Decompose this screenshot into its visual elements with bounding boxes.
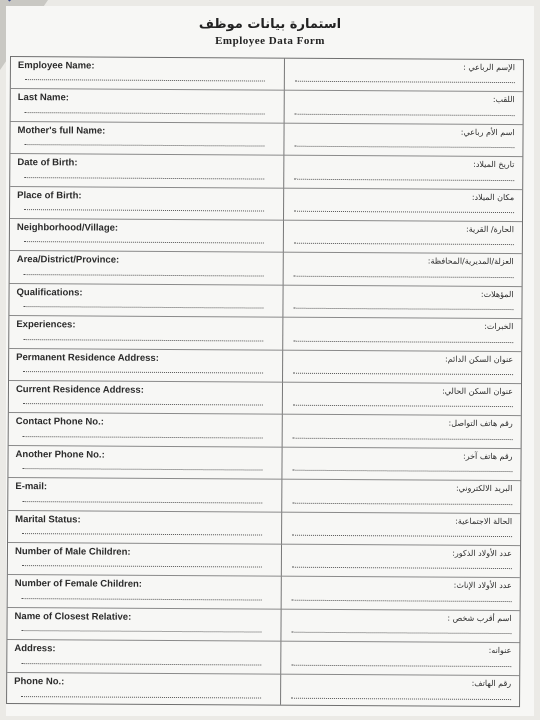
form-sheet <box>6 6 534 716</box>
form-row <box>9 349 521 385</box>
field-label-english: Current Residence Address: <box>15 384 144 396</box>
form-row <box>7 608 519 644</box>
fill-line-arabic[interactable] <box>292 470 512 472</box>
field-label-arabic: عنوان السكن الدائم: <box>444 354 514 364</box>
form-row <box>8 575 520 611</box>
fill-line-arabic[interactable] <box>293 438 513 440</box>
field-label-arabic: العزلة/المديرية/المحافظة: <box>427 256 514 267</box>
field-label-english: Phone No.: <box>14 675 65 687</box>
form-row <box>10 122 522 158</box>
fill-line-english[interactable] <box>23 306 263 308</box>
form-header <box>6 16 534 48</box>
fill-line-english[interactable] <box>24 177 264 179</box>
fill-line-english[interactable] <box>22 468 262 470</box>
form-row <box>11 89 523 125</box>
field-label-arabic: عنوان السكن الحالي: <box>442 386 513 397</box>
field-label-english: Number of Female Children: <box>14 578 143 591</box>
form-row <box>11 57 523 93</box>
form-row <box>9 316 521 352</box>
fill-line-english[interactable] <box>24 144 264 146</box>
fill-line-arabic[interactable] <box>291 664 511 666</box>
field-label-english: E-mail: <box>15 481 48 493</box>
form-row <box>9 284 521 320</box>
fill-line-arabic[interactable] <box>292 567 512 569</box>
fill-line-arabic[interactable] <box>293 308 513 310</box>
field-label-english: Place of Birth: <box>17 189 82 202</box>
fill-line-arabic[interactable] <box>294 243 514 245</box>
field-label-arabic: الحارة/ القرية: <box>466 224 514 235</box>
fill-line-arabic[interactable] <box>292 600 512 602</box>
field-label-english: Employee Name: <box>17 60 95 72</box>
form-table <box>6 56 524 707</box>
fill-line-english[interactable] <box>25 79 265 81</box>
field-label-english: Contact Phone No.: <box>15 416 104 428</box>
fill-line-arabic[interactable] <box>293 405 513 407</box>
form-row <box>10 251 522 287</box>
field-label-arabic: اللقب: <box>492 95 515 105</box>
fill-line-english[interactable] <box>25 112 265 114</box>
field-label-english: Qualifications: <box>16 286 83 299</box>
field-label-english: Name of Closest Relative: <box>14 610 132 623</box>
field-label-arabic: اسم أقرب شخص : <box>447 613 512 623</box>
form-row <box>10 154 522 190</box>
field-label-arabic: عدد الأولاد الذكور: <box>452 548 512 559</box>
field-label-english: Last Name: <box>17 92 69 104</box>
fill-line-english[interactable] <box>23 436 263 438</box>
field-label-arabic: رقم هاتف التواصل: <box>448 419 513 429</box>
fill-line-english[interactable] <box>22 598 262 600</box>
form-row <box>8 511 520 547</box>
field-label-english: Area/District/Province: <box>16 254 120 267</box>
field-label-arabic: عنوانه: <box>488 646 512 656</box>
field-label-arabic: رقم هاتف آخر: <box>462 451 513 461</box>
form-row <box>9 381 521 417</box>
form-row <box>8 446 520 482</box>
fill-line-arabic[interactable] <box>292 535 512 537</box>
fill-line-english[interactable] <box>23 339 263 341</box>
field-label-arabic: رقم الهاتف: <box>471 678 512 688</box>
fill-line-arabic[interactable] <box>294 178 514 180</box>
form-row <box>8 543 520 579</box>
field-label-arabic: مكان الميلاد: <box>471 192 515 202</box>
fill-line-english[interactable] <box>24 274 264 276</box>
field-label-english: Date of Birth: <box>17 157 78 169</box>
fill-line-english[interactable] <box>22 565 262 567</box>
form-row <box>9 413 521 449</box>
form-row <box>7 673 519 709</box>
field-label-english: Number of Male Children: <box>14 546 131 558</box>
field-label-arabic: الخبرات: <box>484 322 514 332</box>
fill-line-english[interactable] <box>22 501 262 503</box>
fill-line-arabic[interactable] <box>293 340 513 342</box>
fill-line-arabic[interactable] <box>295 81 515 83</box>
field-label-arabic: المؤهلات: <box>480 289 514 299</box>
field-label-english: Address: <box>14 643 56 655</box>
form-title-arabic: استمارة بيانات موظف <box>198 17 342 32</box>
fill-line-arabic[interactable] <box>294 146 514 148</box>
fill-line-arabic[interactable] <box>291 632 511 634</box>
field-label-english: Experiences: <box>16 319 76 331</box>
field-label-arabic: تاريخ الميلاد: <box>473 160 515 170</box>
fill-line-arabic[interactable] <box>294 276 514 278</box>
form-row <box>8 478 520 514</box>
form-row <box>7 640 519 676</box>
form-row <box>10 219 522 255</box>
fill-line-english[interactable] <box>22 533 262 535</box>
fill-line-arabic[interactable] <box>295 114 515 116</box>
fill-line-arabic[interactable] <box>294 211 514 213</box>
fill-line-arabic[interactable] <box>293 373 513 375</box>
field-label-english: Another Phone No.: <box>15 448 105 461</box>
field-label-english: Marital Status: <box>15 513 81 526</box>
form-row <box>10 187 522 223</box>
fill-line-arabic[interactable] <box>292 502 512 504</box>
field-label-english: Permanent Residence Address: <box>16 351 159 364</box>
fill-line-english[interactable] <box>23 371 263 373</box>
field-label-english: Mother's full Name: <box>17 124 106 137</box>
field-label-arabic: اسم الأم رباعي: <box>460 127 515 137</box>
fill-line-english[interactable] <box>21 696 261 698</box>
fill-line-english[interactable] <box>24 209 264 211</box>
field-label-arabic: الحالة الاجتماعية: <box>455 516 513 526</box>
field-label-english: Neighborhood/Village: <box>16 222 119 234</box>
field-label-arabic: عدد الأولاد الإناث: <box>453 581 512 591</box>
fill-line-english[interactable] <box>21 630 261 632</box>
field-label-arabic: الإسم الرباعي : <box>463 62 515 73</box>
fill-line-english[interactable] <box>23 403 263 405</box>
fill-line-arabic[interactable] <box>291 698 511 700</box>
fill-line-english[interactable] <box>24 241 264 243</box>
field-label-arabic: البريد الالكتروني: <box>455 483 513 494</box>
fill-line-english[interactable] <box>21 663 261 665</box>
form-title-english: Employee Data Form <box>215 35 325 47</box>
